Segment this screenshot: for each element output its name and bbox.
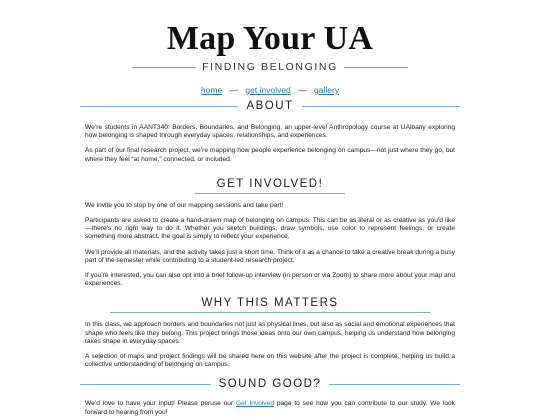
- involved-paragraph: Participants are asked to create a hand-drawn map of belonging on campus. This can be as literal or as creative as you’d like—there’s no right way to do it. Whether you sketch buildings, draw symbols, use color to represent feelings, or create something more abstract, the goal is simply to reflect your experience.: [85, 217, 455, 241]
- sound-heading-row: [80, 378, 460, 390]
- sound-text-after: page to see how you can contribute to our study. We look forward to hearing from you!: [85, 400, 455, 416]
- involved-heading: GET INVOLVED!: [216, 177, 324, 190]
- heading-rule: [329, 384, 460, 385]
- heading-rule: [302, 106, 460, 107]
- why-heading-row: [0, 297, 540, 313]
- involved-paragraph: If you’re interested, you can also opt into a brief follow-up interview (in person or via Zoom) to share more about your map and experiences.: [85, 272, 455, 288]
- sound-text-before: We’d love to have your input! Please peruse our: [85, 400, 236, 408]
- involved-heading-row: [0, 178, 540, 194]
- heading-rule: [195, 193, 345, 194]
- tagline-rule-left: [132, 67, 196, 68]
- sound-heading: SOUND GOOD?: [218, 378, 322, 391]
- involved-section: [0, 202, 540, 289]
- why-heading: WHY THIS MATTERS: [201, 297, 339, 310]
- tagline-row: [0, 61, 540, 73]
- nav-link-home[interactable]: home: [200, 85, 223, 95]
- masthead: [0, 0, 540, 95]
- about-heading-row: [80, 100, 460, 112]
- tagline: FINDING BELONGING: [202, 61, 338, 73]
- heading-rule: [80, 106, 238, 107]
- about-paragraph: As part of our final research project, we’re mapping how people experience belonging on campus—not just where they go, but where they feel “at home,” connected, or included.: [85, 147, 455, 163]
- nav-separator: —: [229, 85, 239, 95]
- nav-link-get-involved[interactable]: get involved: [245, 85, 291, 95]
- main-nav: [0, 85, 540, 95]
- about-paragraph: We’re students in AANT340: Borders, Boundaries, and Belonging, an upper-level Anthropology course at UAlbany exploring how belonging is shaped through everyday spaces, relationships, and experiences.: [85, 124, 455, 140]
- get-involved-link[interactable]: Get Involved: [236, 400, 275, 408]
- heading-rule: [110, 312, 430, 313]
- nav-separator: —: [298, 85, 307, 95]
- nav-link-gallery[interactable]: gallery: [314, 85, 340, 95]
- why-paragraph: In this class, we approach borders and boundaries not just as physical lines, but also as social and emotional experiences that shape who feels like they belong. This project brings those ideas onto our own campus, helping us understand how belonging takes shape in everyday spaces.: [85, 321, 455, 345]
- about-heading: ABOUT: [246, 100, 294, 112]
- involved-paragraph: We’ll provide all materials, and the activity takes just a short time. Think of it as a chance to take a creative break during a busy part of the semester while contributing to a student-led research project.: [85, 248, 455, 264]
- why-paragraph: A selection of maps and project findings will be shared here on this website after the project is complete, helping us build a collective understanding of belonging on campus.: [85, 353, 455, 369]
- heading-rule: [80, 384, 211, 385]
- why-section: [0, 321, 540, 369]
- sound-section: [0, 400, 540, 416]
- site-title: Map Your UA: [166, 20, 374, 57]
- about-section: [0, 124, 540, 164]
- involved-paragraph: We invite you to stop by one of our mapping sessions and take part!: [85, 201, 284, 209]
- sound-paragraph: [85, 400, 455, 416]
- tagline-rule-right: [344, 67, 408, 68]
